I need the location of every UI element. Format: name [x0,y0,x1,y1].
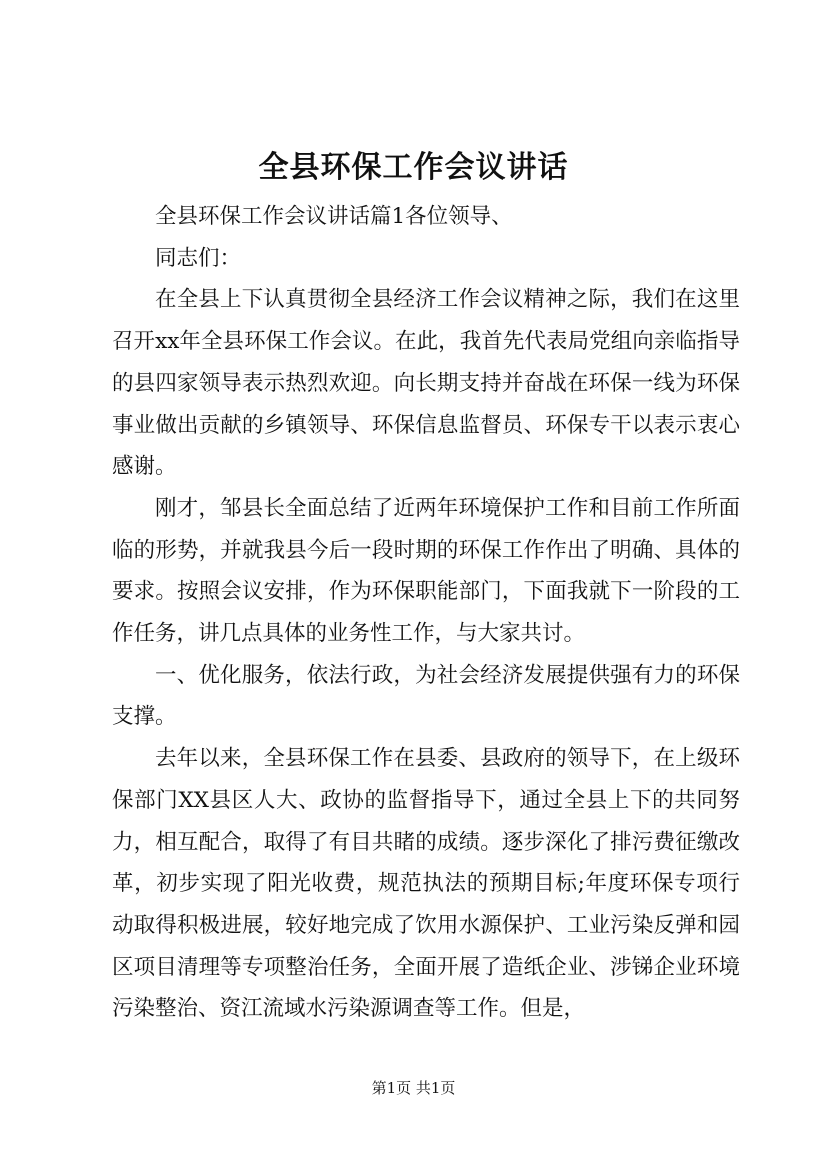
paragraph-section-one-heading: 一、优化服务，依法行政，为社会经济发展提供强有力的环保支撑。 [112,662,740,730]
paragraph-review: 去年以来，全县环保工作在县委、县政府的领导下，在上级环保部门XX县区人大、政协的监督指导下，通过全县上下的共同努力，相互配合，取得了有目共睹的成绩。逐步深化了排污费征缴改革，初步实现了阳光收费，规范执法的预期目标;年度环保专项行动取得积极进展，较好地完成了饮用水源保护、工业污染反弹和园区项目清理等专项整治任务，全面开展了造纸企业、涉锑企业环境污染整治、资江流域水污染源调查等工作。但是， [112,746,740,1022]
page-footer: 第1页 共1页 [371,1079,456,1097]
paragraph-opening: 在全县上下认真贯彻全县经济工作会议精神之际，我们在这里召开xx年全县环保工作会议。在此，我首先代表局党组向亲临指导的县四家领导表示热烈欢迎。向长期支持并奋战在环保一线为环保事业做出贡献的乡镇领导、环保信息监督员、环保专干以表示衷心感谢。 [112,287,740,480]
paragraph-heading-line: 全县环保工作会议讲话篇1各位领导、 [155,204,513,229]
document-body [112,196,740,1030]
paragraph-summary: 刚才，邹县长全面总结了近两年环境保护工作和目前工作所面临的形势，并就我县今后一段时期的环保工作作出了明确、具体的要求。按照会议安排，作为环保职能部门，下面我就下一阶段的工作任务，讲几点具体的业务性工作，与大家共讨。 [112,495,740,647]
paragraph-salutation: 同志们： [155,245,242,271]
document-title: 全县环保工作会议讲话 [258,150,569,185]
